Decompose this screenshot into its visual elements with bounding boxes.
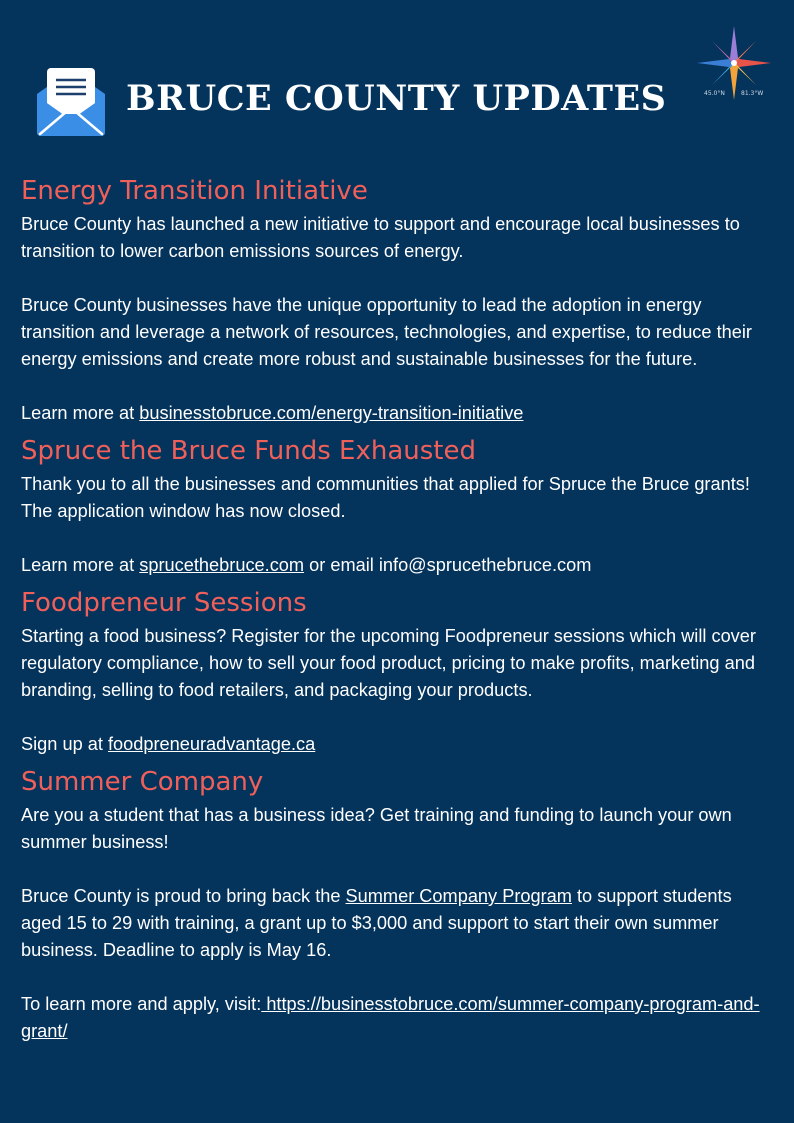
section-paragraph: Thank you to all the businesses and communities that applied for Spruce the Bruce grants! The application window has now closed. <box>21 474 750 521</box>
spruce-the-bruce-link[interactable]: sprucethebruce.com <box>139 555 305 575</box>
section-heading: Summer Company <box>21 767 264 797</box>
section-paragraph: Bruce County has launched a new initiative to support and encourage local businesses to transition to lower carbon emissions sources of energy. <box>21 214 740 261</box>
paragraph-suffix: to support students aged 15 to 29 with training, a grant up to $3,000 and support to start their own summer business. Deadline to apply is May 16. <box>21 886 732 960</box>
section-cta <box>21 731 773 758</box>
page-title: BRUCE COUNTY UPDATES <box>126 78 667 119</box>
section-cta <box>21 552 773 579</box>
cta-prefix: Sign up at <box>21 734 108 754</box>
updates-content <box>21 173 773 1051</box>
section-spruce-the-bruce <box>21 433 773 579</box>
section-heading: Spruce the Bruce Funds Exhausted <box>21 436 476 466</box>
mail-envelope-icon <box>34 66 108 138</box>
energy-transition-link[interactable]: businesstobruce.com/energy-transition-initiative <box>139 403 524 423</box>
longitude-label: 81.3°W <box>741 90 764 97</box>
paragraph-prefix: Bruce County is proud to bring back the <box>21 886 346 906</box>
section-cta <box>21 991 773 1045</box>
section-foodpreneur <box>21 585 773 758</box>
cta-prefix: Learn more at <box>21 555 140 575</box>
section-energy-transition <box>21 173 773 427</box>
cta-prefix: Learn more at <box>21 403 140 423</box>
cta-prefix: To learn more and apply, visit: <box>21 994 262 1014</box>
cta-suffix: or email info@sprucethebruce.com <box>304 555 592 575</box>
section-paragraph: Starting a food business? Register for the upcoming Foodpreneur sessions which will cover regulatory compliance, how to sell your food product, pricing to make profits, marketing and branding, selling to food retailers, and packaging your products. <box>21 626 756 700</box>
section-heading: Energy Transition Initiative <box>21 176 368 206</box>
section-paragraph: Are you a student that has a business idea? Get training and funding to launch your own summer business! <box>21 805 732 852</box>
section-paragraph: Bruce County businesses have the unique opportunity to lead the adoption in energy transition and leverage a network of resources, technologies, and expertise, to reduce their energy emissions and create more robust and sustainable businesses for the future. <box>21 295 752 369</box>
section-heading: Foodpreneur Sessions <box>21 588 307 618</box>
section-paragraph <box>21 883 773 964</box>
header <box>0 0 794 160</box>
section-cta <box>21 400 773 427</box>
summer-company-url-link[interactable]: https://businesstobruce.com/summer-company-program-and-grant/ <box>21 994 760 1041</box>
latitude-label: 45.0°N <box>704 90 725 97</box>
foodpreneur-link[interactable]: foodpreneuradvantage.ca <box>107 734 316 754</box>
section-summer-company <box>21 764 773 1045</box>
summer-company-program-link[interactable]: Summer Company Program <box>345 886 572 906</box>
